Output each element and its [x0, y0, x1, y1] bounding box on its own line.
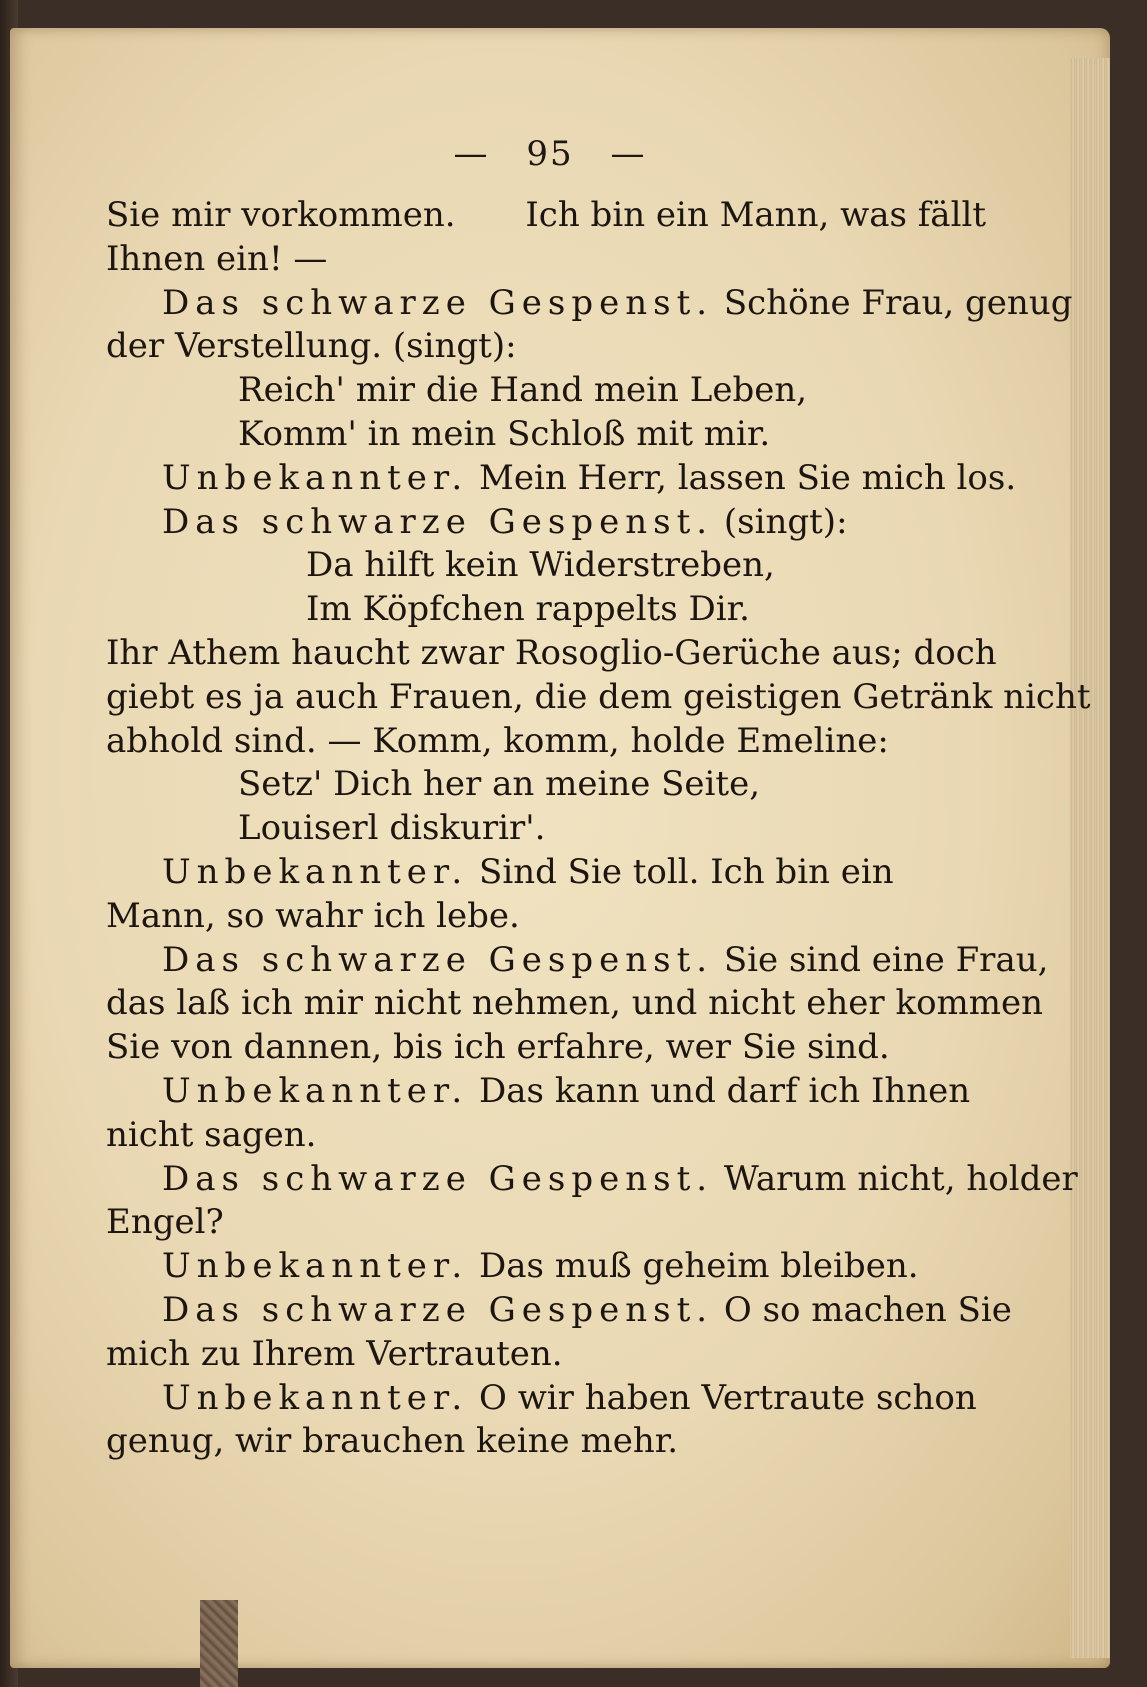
- verse-line: Setz' Dich her an meine Seite,: [238, 764, 761, 805]
- text-line: [106, 720, 986, 764]
- text-line: [106, 1245, 986, 1289]
- text-line: [106, 238, 986, 282]
- speech-text: Sie sind eine Frau,: [713, 939, 1049, 980]
- speaker-name: Das schwarze Gespenst.: [162, 939, 714, 980]
- text-line: [106, 632, 997, 676]
- speaker-name: Unbekannter.: [162, 1377, 469, 1418]
- text-line: [106, 194, 986, 238]
- bookmark-ribbon: [200, 1600, 238, 1687]
- verse-line: Reich' mir die Hand mein Leben,: [238, 370, 808, 411]
- text-line: [106, 676, 1091, 720]
- text-line: [106, 282, 1073, 326]
- speaker-name: Unbekannter.: [162, 457, 469, 498]
- text-line: [106, 1377, 986, 1421]
- text-segment: Ich bin ein Mann, was fällt: [525, 195, 986, 235]
- text-segment: der Verstellung. (singt):: [106, 326, 517, 367]
- text-segment: giebt es ja auch Frauen, die dem geistigen Getränk nicht: [106, 676, 1091, 717]
- text-segment: nicht sagen.: [106, 1114, 317, 1155]
- text-line: [106, 851, 986, 895]
- verse-line: Louiserl diskurir'.: [238, 808, 546, 849]
- speaker-name: Das schwarze Gespenst.: [162, 282, 714, 323]
- speech-text: Sind Sie toll. Ich bin ein: [468, 851, 894, 892]
- text-segment: Sie von dannen, bis ich erfahre, wer Sie sind.: [106, 1027, 890, 1068]
- text-segment: Engel?: [106, 1202, 224, 1243]
- speech-text: Das kann und darf ich Ihnen: [468, 1070, 971, 1111]
- header-dash-left: —: [453, 134, 490, 174]
- text-segment: Mann, so wahr ich lebe.: [106, 895, 520, 936]
- text-line: [106, 1333, 986, 1377]
- text-line: [106, 939, 1049, 983]
- speech-text: Warum nicht, holder: [713, 1158, 1078, 1199]
- text-line: [106, 325, 986, 369]
- book-page: [10, 28, 1110, 1668]
- speech-text: Schöne Frau, genug: [713, 282, 1073, 323]
- speech-text: O wir haben Vertraute schon: [468, 1377, 977, 1418]
- speaker-name: Unbekannter.: [162, 1246, 469, 1287]
- text-line: [106, 501, 986, 545]
- speech-text: Das muß geheim bleiben.: [468, 1246, 919, 1287]
- speaker-name: Das schwarze Gespenst.: [162, 1158, 714, 1199]
- text-line: [106, 1420, 986, 1464]
- text-segment: das laß ich mir nicht nehmen, und nicht eher kommen: [106, 983, 1044, 1024]
- text-segment: Ihnen ein! —: [106, 238, 328, 279]
- header-dash-right: —: [610, 134, 647, 174]
- text-segment: mich zu Ihrem Vertrauten.: [106, 1333, 563, 1374]
- text-line: [106, 1114, 986, 1158]
- text-line: [106, 1289, 1012, 1333]
- page-number-header: [10, 134, 1090, 174]
- speaker-name: Unbekannter.: [162, 851, 469, 892]
- text-segment: Ihr Athem haucht zwar Rosoglio-Gerüche aus; doch: [106, 632, 997, 673]
- text-line: [106, 1158, 1078, 1202]
- verse-line: Komm' in mein Schloß mit mir.: [238, 413, 771, 454]
- verse-line: Im Köpfchen rappelts Dir.: [306, 589, 750, 630]
- text-line: [106, 1026, 986, 1070]
- text-segment: Sie mir vorkommen.: [106, 195, 456, 235]
- page-number: 95: [526, 134, 574, 174]
- text-line: [106, 457, 1017, 501]
- speaker-name: Das schwarze Gespenst.: [162, 501, 714, 542]
- text-line: [106, 982, 1044, 1026]
- speech-text: (singt):: [713, 501, 848, 542]
- verse-line: Da hilft kein Widerstreben,: [306, 545, 775, 586]
- text-segment: abhold sind. — Komm, komm, holde Emeline:: [106, 720, 889, 761]
- speech-text: O so machen Sie: [713, 1289, 1012, 1330]
- text-line: [106, 1070, 986, 1114]
- text-line: [106, 895, 986, 939]
- body-text: [106, 194, 1091, 1464]
- text-segment: genug, wir brauchen keine mehr.: [106, 1421, 679, 1462]
- speech-text: Mein Herr, lassen Sie mich los.: [468, 457, 1017, 498]
- page-edges: [1070, 58, 1110, 1658]
- text-line: [106, 1201, 986, 1245]
- speaker-name: Das schwarze Gespenst.: [162, 1289, 714, 1330]
- speaker-name: Unbekannter.: [162, 1070, 469, 1111]
